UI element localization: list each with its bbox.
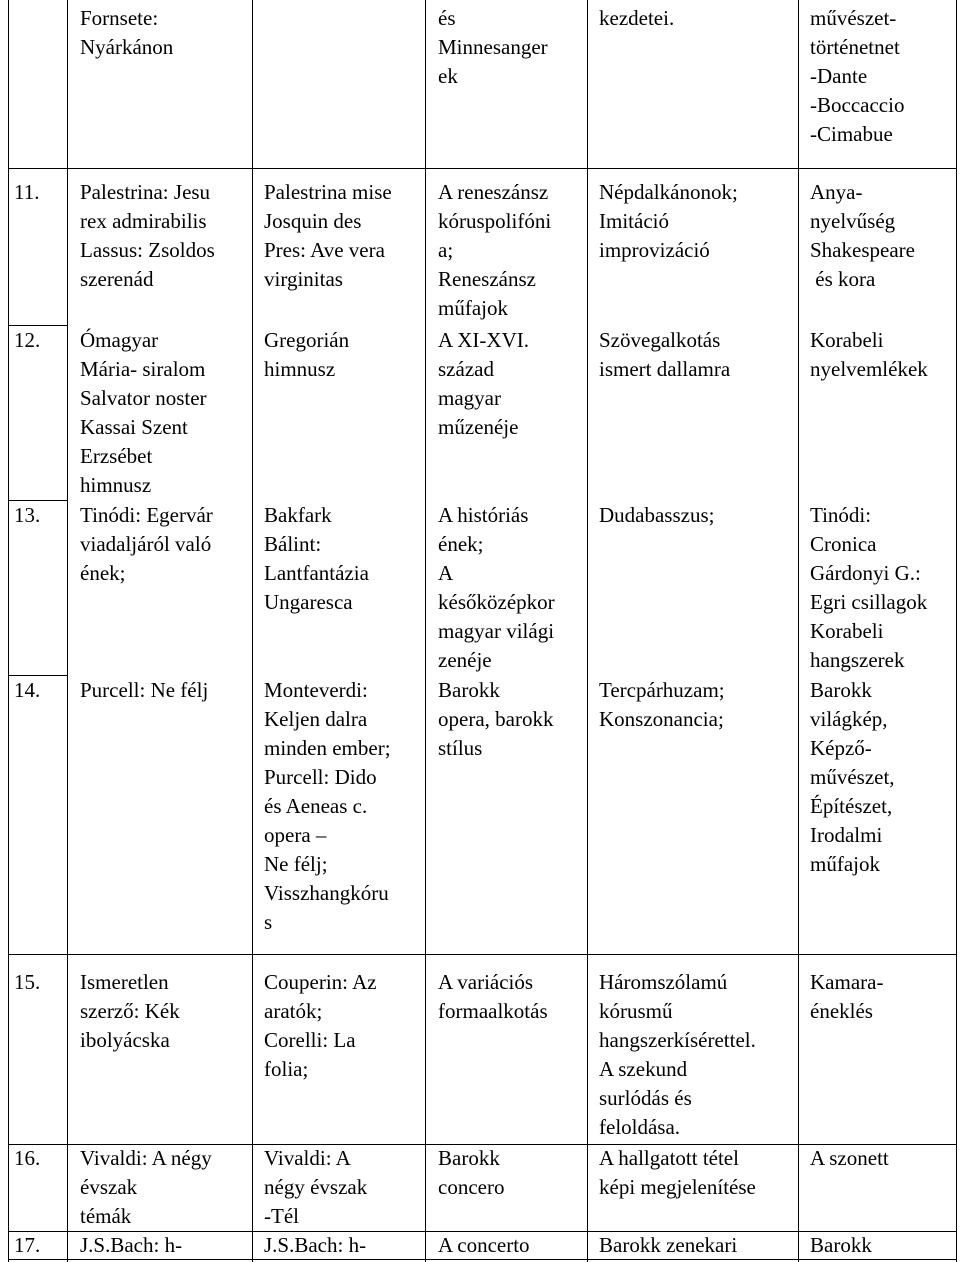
cell-song: Bakfark Bálint: Lantfantázia Ungaresca [264, 503, 369, 614]
cell-song: Gregorián himnusz [264, 328, 350, 381]
row-rule [8, 954, 957, 955]
cell-number: 12. [14, 328, 41, 352]
cell-skill: Dudabasszus; [599, 503, 715, 527]
cell-number: 14. [14, 678, 41, 702]
cell-number: 15. [14, 970, 41, 994]
cell-culture: Tinódi: Cronica Gárdonyi G.: Egri csillagok Korabeli hangszerek [810, 503, 928, 672]
cell-listening: Palestrina: Jesu rex admirabilis Lassus: Zsoldos szerenád [80, 180, 215, 291]
cell-listening: Vivaldi: A négy évszak témák [80, 1146, 212, 1228]
cell-topic: A variációs formaalkotás [438, 970, 548, 1023]
cell-song: Couperin: Az aratók; Corelli: La folia; [264, 970, 377, 1081]
cell-topic: A concerto [438, 1233, 530, 1257]
col-rule-3 [425, 0, 426, 1262]
cell-song: J.S.Bach: h- [264, 1233, 367, 1257]
cell-skill: Szövegalkotás ismert dallamra [599, 328, 731, 381]
cell-culture: művészet- történetnet -Dante -Boccaccio -Cimabue [810, 6, 905, 146]
col-rule-5 [798, 0, 799, 1262]
cell-topic: Barokk opera, barokk stílus [438, 678, 554, 760]
cell-song: Vivaldi: A négy évszak -Tél [264, 1146, 368, 1228]
row-rule [8, 168, 957, 169]
cell-skill: Tercpárhuzam; Konszonancia; [599, 678, 725, 731]
cell-number: 17. [14, 1233, 41, 1257]
cell-culture: Anya- nyelvűség Shakespeare és kora [810, 180, 915, 291]
cell-song: Palestrina mise Josquin des Pres: Ave vera virginitas [264, 180, 392, 291]
cell-culture: Korabeli nyelvemlékek [810, 328, 928, 381]
cell-culture: Barokk [810, 1233, 872, 1257]
cell-topic: Barokk concero [438, 1146, 505, 1199]
cell-number: 16. [14, 1146, 41, 1170]
col-rule-1 [67, 0, 68, 1262]
cell-listening: Ómagyar Mária- siralom Salvator noster Kassai Szent Erzsébet himnusz [80, 328, 207, 497]
col-rule-0 [8, 0, 9, 1262]
cell-culture: A szonett [810, 1146, 889, 1170]
cell-skill: A hallgatott tétel képi megjelenítése [599, 1146, 756, 1199]
cell-topic: A históriás ének; A későközépkor magyar világi zenéje [438, 503, 555, 672]
cell-culture: Kamara- éneklés [810, 970, 884, 1023]
cell-listening: Fornsete: Nyárkánon [80, 6, 174, 59]
cell-listening: Purcell: Ne félj [80, 678, 209, 702]
cell-topic: A reneszánsz kóruspolifóni a; Reneszánsz műfajok [438, 180, 552, 320]
col-rule-2 [252, 0, 253, 1262]
col-rule-4 [587, 0, 588, 1262]
cell-skill: Háromszólamú kórusmű hangszerkísérettel. A szekund surlódás és feloldása. [599, 970, 756, 1139]
cell-listening: Ismeretlen szerző: Kék ibolyácska [80, 970, 180, 1052]
cell-skill: kezdetei. [599, 6, 675, 30]
cell-culture: Barokk világkép, Képző- művészet, Építészet, Irodalmi műfajok [810, 678, 895, 876]
cell-topic: A XI-XVI. század magyar műzenéje [438, 328, 529, 439]
cell-skill: Népdalkánonok; Imitáció improvizáció [599, 180, 738, 262]
cell-listening: Tinódi: Egervár viadaljáról való ének; [80, 503, 213, 585]
col-rule-6 [956, 0, 957, 1262]
cell-song: Monteverdi: Keljen dalra minden ember; Purcell: Dido és Aeneas c. opera – Ne félj; Visszhangkóru s [264, 678, 391, 934]
cell-number: 13. [14, 503, 41, 527]
cell-skill: Barokk zenekari [599, 1233, 738, 1257]
cell-number: 11. [14, 180, 40, 204]
cell-topic: és Minnesanger ek [438, 6, 548, 88]
cell-listening: J.S.Bach: h- [80, 1233, 183, 1257]
